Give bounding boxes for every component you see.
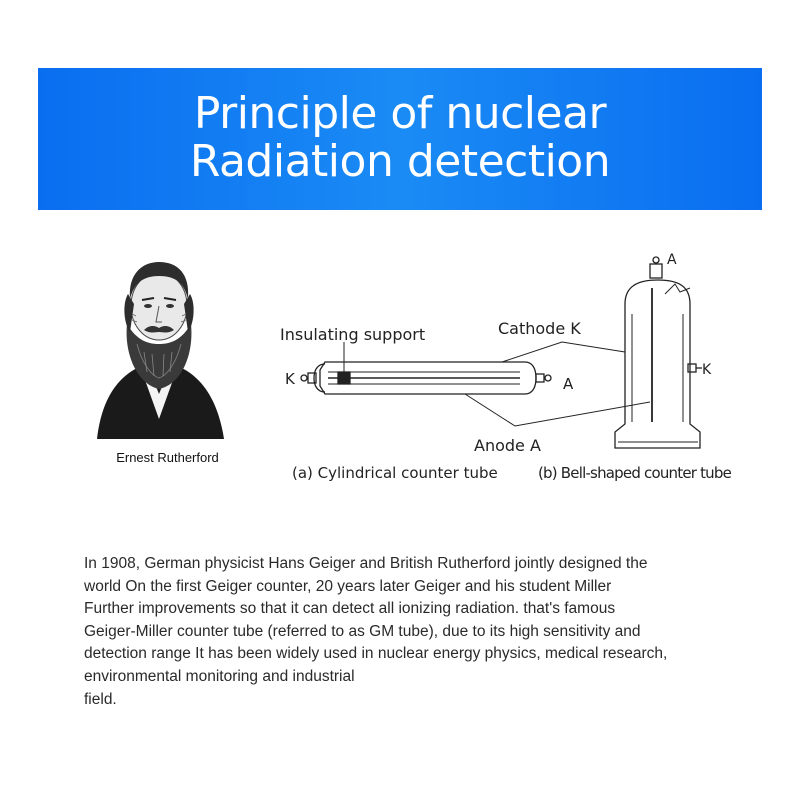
- label-k-left: K: [285, 370, 295, 388]
- bell-tube: [615, 257, 702, 448]
- title-line-2: Radiation detection: [189, 136, 611, 187]
- paragraph-line: Geiger-Miller counter tube (referred to as GM tube), due to its high sensitivity and: [84, 622, 641, 640]
- label-cathode: Cathode K: [498, 319, 581, 338]
- rutherford-portrait: [92, 244, 227, 444]
- geiger-tube-diagram: [270, 244, 770, 494]
- title-line-1: Principle of nuclear: [193, 88, 607, 139]
- description-paragraph: [84, 553, 764, 711]
- diagram-svg: [270, 244, 770, 494]
- label-a-tube: A: [563, 375, 574, 393]
- cylindrical-tube: [301, 362, 551, 394]
- caption-cylindrical: (a) Cylindrical counter tube: [292, 464, 498, 482]
- paragraph-line: Further improvements so that it can detect all ionizing radiation. that's famous: [84, 600, 616, 618]
- paragraph-line: detection range It has been widely used in nuclear energy physics, medical research,: [84, 645, 668, 663]
- label-k-bell: K: [702, 362, 712, 378]
- paragraph-line: world On the first Geiger counter, 20 years later Geiger and his student Miller: [84, 577, 612, 595]
- paragraph-line: field.: [84, 690, 117, 708]
- title-banner: [38, 68, 762, 210]
- portrait-engraving: [92, 244, 227, 444]
- portrait-caption: Ernest Rutherford: [116, 450, 219, 465]
- label-anode: Anode A: [474, 436, 541, 455]
- label-a-bell-top: A: [667, 252, 677, 268]
- paragraph-line: In 1908, German physicist Hans Geiger and British Rutherford jointly designed the: [84, 555, 648, 572]
- caption-bell: (b) Bell-shaped counter tube: [538, 464, 732, 482]
- label-insulating-support: Insulating support: [280, 325, 426, 344]
- paragraph-line: environmental monitoring and industrial: [84, 667, 355, 685]
